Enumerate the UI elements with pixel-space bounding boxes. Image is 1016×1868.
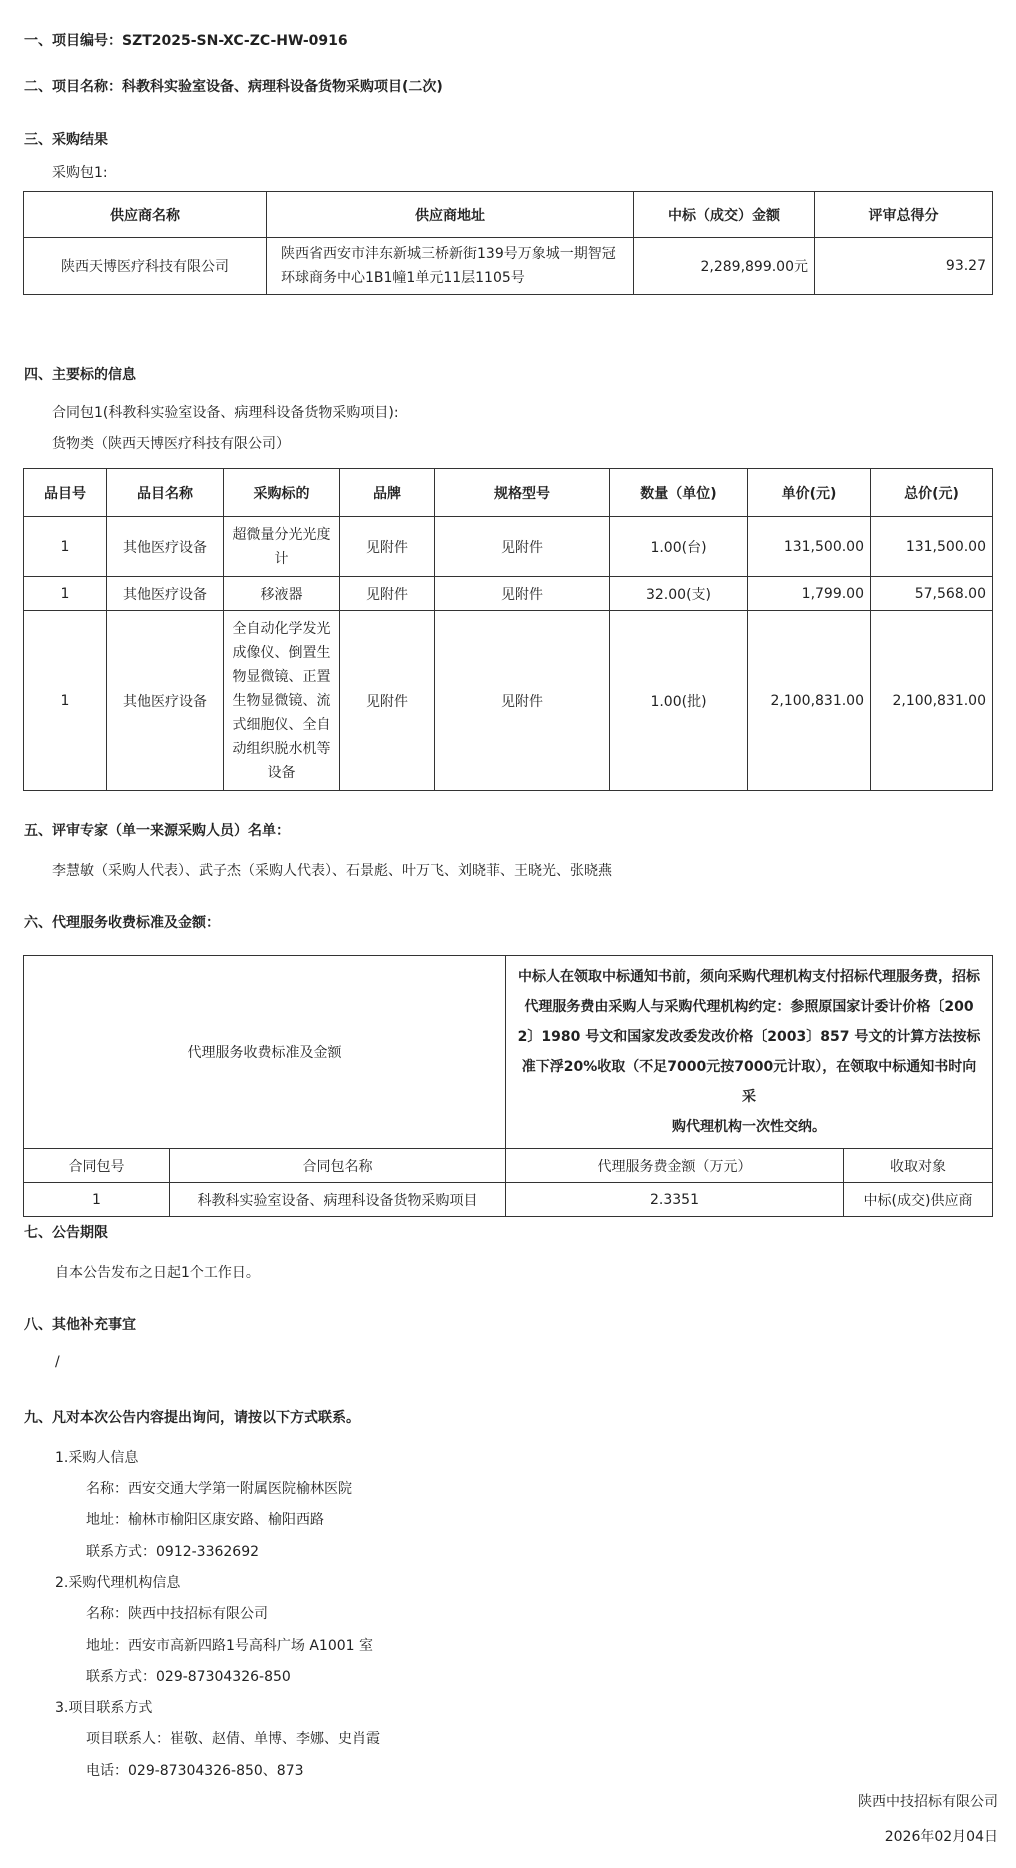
item-total: 57,568.00 — [871, 577, 993, 611]
contract-no: 1 — [24, 1183, 170, 1217]
item-brand: 见附件 — [340, 517, 435, 577]
th-fee-target: 收取对象 — [844, 1149, 993, 1183]
item-spec: 见附件 — [435, 517, 610, 577]
item-name: 其他医疗设备 — [107, 517, 224, 577]
section-items-title: 四、主要标的信息 — [24, 367, 136, 383]
th-item-no: 品目号 — [24, 469, 107, 517]
th-brand: 品牌 — [340, 469, 435, 517]
fee-table — [23, 955, 993, 1217]
th-contract-name: 合同包名称 — [170, 1149, 506, 1183]
buyer-title: 1.采购人信息 — [55, 1450, 139, 1466]
buyer-address: 地址：榆林市榆阳区康安路、榆阳西路 — [86, 1512, 324, 1528]
project-phone: 电话：029-87304326-850、873 — [86, 1763, 304, 1779]
item-brand: 见附件 — [340, 611, 435, 791]
item-total: 2,100,831.00 — [871, 611, 993, 791]
section-other-title: 八、其他补充事宜 — [24, 1317, 136, 1333]
table-row — [24, 517, 993, 577]
agent-title: 2.采购代理机构信息 — [55, 1575, 181, 1591]
item-target: 超微量分光光度 计 — [224, 517, 340, 577]
item-qty: 32.00(支) — [610, 577, 748, 611]
package-label: 采购包1: — [52, 165, 108, 181]
table-row — [24, 238, 993, 295]
expert-names: 李慧敏（采购人代表）、武子杰（采购人代表）、石景彪、叶万飞、刘晓菲、王晓光、张晓燕 — [52, 863, 612, 879]
item-spec: 见附件 — [435, 577, 610, 611]
th-item-name: 品目名称 — [107, 469, 224, 517]
item-name: 其他医疗设备 — [107, 611, 224, 791]
buyer-name: 名称：西安交通大学第一附属医院榆林医院 — [86, 1481, 352, 1497]
contract-name: 科教科实验室设备、病理科设备货物采购项目 — [170, 1183, 506, 1217]
fee-amount: 2.3351 — [506, 1183, 844, 1217]
section-period-title: 七、公告期限 — [24, 1225, 108, 1241]
item-no: 1 — [24, 577, 107, 611]
item-no: 1 — [24, 517, 107, 577]
th-price: 单价(元) — [748, 469, 871, 517]
item-price: 1,799.00 — [748, 577, 871, 611]
footer-org: 陕西中技招标有限公司 — [858, 1794, 998, 1810]
table-row — [24, 577, 993, 611]
contract-package: 合同包1(科教科实验室设备、病理科设备货物采购项目): — [52, 405, 399, 421]
section-contact-title: 九、凡对本次公告内容提出询问，请按以下方式联系。 — [24, 1410, 360, 1426]
item-total: 131,500.00 — [871, 517, 993, 577]
item-price: 2,100,831.00 — [748, 611, 871, 791]
th-amount: 中标（成交）金额 — [634, 192, 815, 238]
th-total: 总价(元) — [871, 469, 993, 517]
supplier-name: 陕西天博医疗科技有限公司 — [24, 238, 267, 295]
result-table — [23, 191, 993, 295]
th-address: 供应商地址 — [267, 192, 634, 238]
section-experts-title: 五、评审专家（单一来源采购人员）名单： — [24, 823, 290, 839]
item-target: 全自动化学发光 成像仪、倒置生 物显微镜、正置 生物显微镜、流 式细胞仪、全自 动组织脱水机等 设备 — [224, 611, 340, 791]
project-name: 二、项目名称：科教科实验室设备、病理科设备货物采购项目(二次) — [24, 79, 443, 95]
buyer-phone: 联系方式：0912-3362692 — [86, 1544, 260, 1560]
th-contract-no: 合同包号 — [24, 1149, 170, 1183]
fee-description: 中标人在领取中标通知书前，须向采购代理机构支付招标代理服务费，招标 代理服务费由采购人与采购代理机构约定：参照原国家计委计价格〔200 2〕1980 号文和国家发改委发改价格〔2003〕857 号文的计算方法按标 准下浮20%收取（不足7000元按7000元计取），在领取中标通知书时向采 购代理机构一次性交纳。 — [506, 956, 993, 1149]
fee-title: 代理服务收费标准及金额 — [24, 956, 506, 1149]
project-number: 一、项目编号：SZT2025-SN-XC-ZC-HW-0916 — [24, 33, 348, 49]
item-name: 其他医疗设备 — [107, 577, 224, 611]
item-target: 移液器 — [224, 577, 340, 611]
footer-date: 2026年02月04日 — [884, 1829, 998, 1845]
th-qty: 数量（单位) — [610, 469, 748, 517]
th-target: 采购标的 — [224, 469, 340, 517]
goods-category: 货物类（陕西天博医疗科技有限公司） — [52, 436, 290, 452]
total-score: 93.27 — [815, 238, 993, 295]
agent-name: 名称：陕西中技招标有限公司 — [86, 1606, 268, 1622]
winning-amount: 2,289,899.00元 — [634, 238, 815, 295]
other-text: / — [55, 1354, 60, 1370]
th-supplier: 供应商名称 — [24, 192, 267, 238]
fee-target: 中标(成交)供应商 — [844, 1183, 993, 1217]
th-fee-amount: 代理服务费金额（万元） — [506, 1149, 844, 1183]
period-text: 自本公告发布之日起1个工作日。 — [55, 1265, 260, 1281]
supplier-address: 陕西省西安市沣东新城三桥新街139号万象城一期智冠 环球商务中心1B1幢1单元11层1105号 — [267, 238, 634, 295]
section-fee-title: 六、代理服务收费标准及金额： — [24, 915, 220, 931]
agent-phone: 联系方式：029-87304326-850 — [86, 1669, 291, 1685]
item-spec: 见附件 — [435, 611, 610, 791]
item-qty: 1.00(台) — [610, 517, 748, 577]
project-contacts: 项目联系人：崔敬、赵倩、单博、李娜、史肖霞 — [86, 1731, 380, 1747]
project-contact-title: 3.项目联系方式 — [55, 1700, 153, 1716]
item-price: 131,500.00 — [748, 517, 871, 577]
th-score: 评审总得分 — [815, 192, 993, 238]
item-no: 1 — [24, 611, 107, 791]
agent-address: 地址：西安市高新四路1号高科广场 A1001 室 — [86, 1638, 374, 1654]
items-table — [23, 468, 993, 791]
table-row — [24, 1183, 993, 1217]
table-row — [24, 611, 993, 791]
item-qty: 1.00(批) — [610, 611, 748, 791]
th-spec: 规格型号 — [435, 469, 610, 517]
item-brand: 见附件 — [340, 577, 435, 611]
section-result-title: 三、采购结果 — [24, 132, 108, 148]
